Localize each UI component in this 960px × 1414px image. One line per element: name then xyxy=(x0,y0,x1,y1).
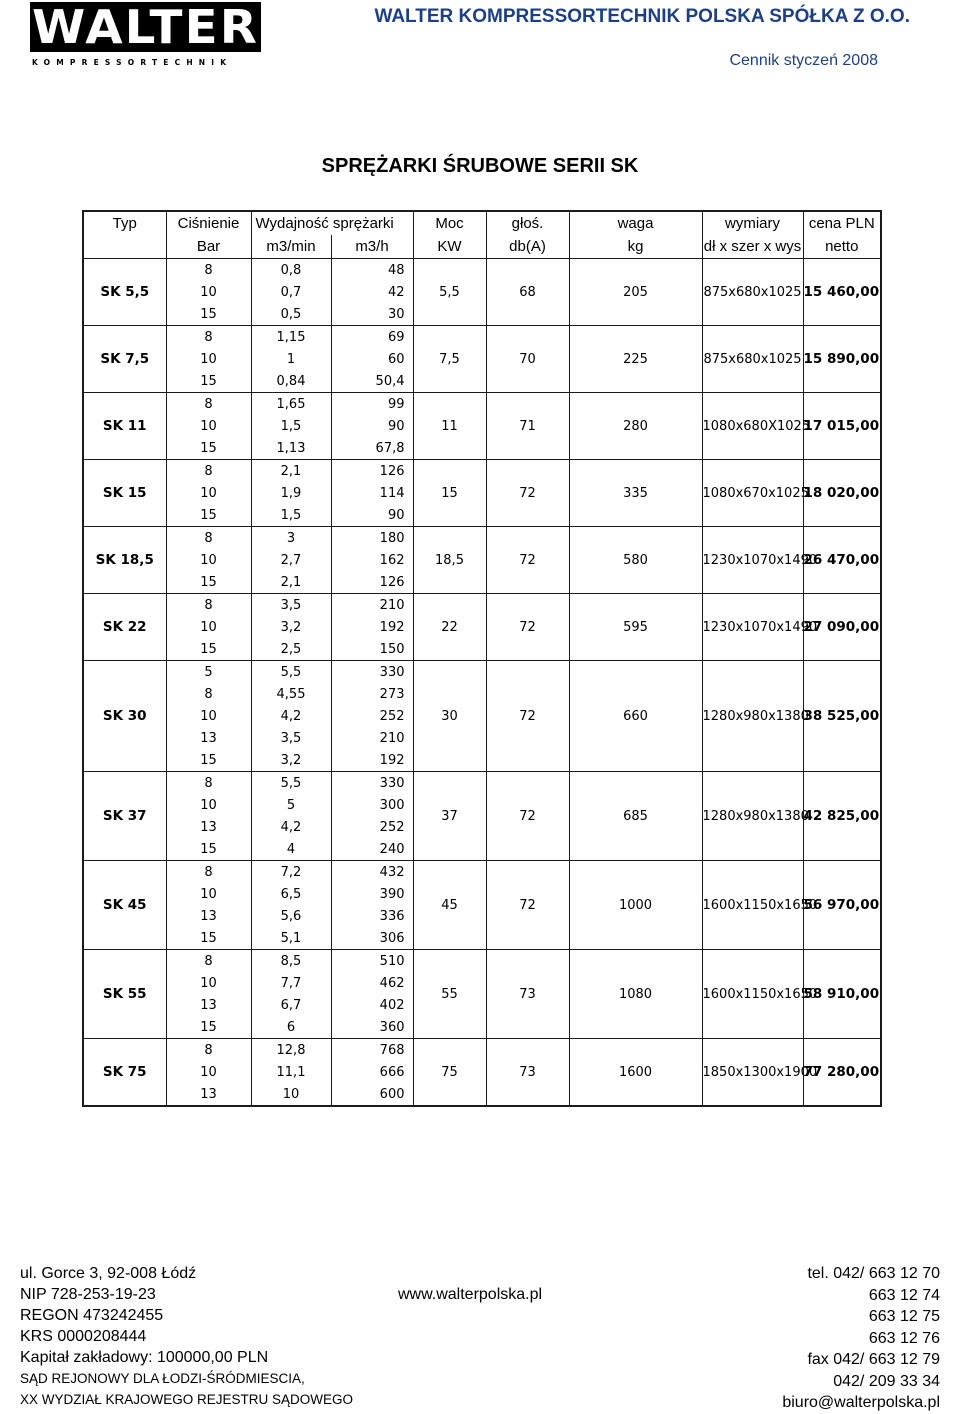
capacity-m3h-value: 192 xyxy=(331,749,413,772)
power-value: 30 xyxy=(413,661,486,772)
noise-value: 72 xyxy=(486,661,569,772)
footer-email-link[interactable]: biuro@walterpolska.pl xyxy=(782,1394,940,1411)
pressure-value: 8 xyxy=(166,1039,251,1062)
pressure-value: 8 xyxy=(166,594,251,617)
capacity-m3min-value: 11,1 xyxy=(251,1061,331,1083)
unit-netto: netto xyxy=(803,235,881,259)
weight-value: 280 xyxy=(569,393,702,460)
col-header-power: Moc xyxy=(413,211,486,235)
price-value: 42 825,00 xyxy=(803,772,881,861)
power-value: 22 xyxy=(413,594,486,661)
pressure-value: 10 xyxy=(166,705,251,727)
model-type: SK 37 xyxy=(83,772,166,861)
capacity-m3h-value: 432 xyxy=(331,861,413,884)
footer-phone-main: tel. 042/ 663 12 70 xyxy=(807,1265,940,1282)
capacity-m3h-value: 67,8 xyxy=(331,437,413,460)
pressure-value: 10 xyxy=(166,482,251,504)
model-type: SK 5,5 xyxy=(83,259,166,326)
dimensions-value: 1080x680X1025 xyxy=(702,393,803,460)
capacity-m3h-value: 69 xyxy=(331,326,413,349)
dimensions-value: 1280x980x1380 xyxy=(702,661,803,772)
model-type: SK 45 xyxy=(83,861,166,950)
unit-kg: kg xyxy=(569,235,702,259)
price-list-date: Cennik styczeń 2008 xyxy=(729,52,878,69)
capacity-m3h-value: 126 xyxy=(331,460,413,483)
pressure-value: 13 xyxy=(166,905,251,927)
power-value: 37 xyxy=(413,772,486,861)
pressure-value: 10 xyxy=(166,281,251,303)
capacity-m3min-value: 7,7 xyxy=(251,972,331,994)
capacity-m3h-value: 768 xyxy=(331,1039,413,1062)
pressure-value: 8 xyxy=(166,326,251,349)
price-value: 26 470,00 xyxy=(803,527,881,594)
col-header-capacity: Wydajność sprężarki xyxy=(251,211,413,235)
capacity-m3min-value: 1,15 xyxy=(251,326,331,349)
power-value: 5,5 xyxy=(413,259,486,326)
capacity-m3h-value: 90 xyxy=(331,504,413,527)
header-row-2 xyxy=(83,235,881,259)
capacity-m3min-value: 6,5 xyxy=(251,883,331,905)
capacity-m3min-value: 1,5 xyxy=(251,415,331,437)
pressure-value: 8 xyxy=(166,460,251,483)
table-row xyxy=(83,326,881,349)
pressure-value: 10 xyxy=(166,1061,251,1083)
noise-value: 70 xyxy=(486,326,569,393)
dimensions-value: 875x680x1025 xyxy=(702,326,803,393)
power-value: 15 xyxy=(413,460,486,527)
capacity-m3min-value: 5 xyxy=(251,794,331,816)
dimensions-value: 1600x1150x1650 xyxy=(702,950,803,1039)
table-row xyxy=(83,1039,881,1062)
pressure-value: 15 xyxy=(166,504,251,527)
pressure-value: 13 xyxy=(166,727,251,749)
pressure-value: 15 xyxy=(166,749,251,772)
pressure-value: 10 xyxy=(166,549,251,571)
pressure-value: 13 xyxy=(166,816,251,838)
noise-value: 72 xyxy=(486,460,569,527)
capacity-m3h-value: 252 xyxy=(331,705,413,727)
capacity-m3h-value: 390 xyxy=(331,883,413,905)
weight-value: 1080 xyxy=(569,950,702,1039)
price-value: 15 890,00 xyxy=(803,326,881,393)
pressure-value: 13 xyxy=(166,994,251,1016)
weight-value: 335 xyxy=(569,460,702,527)
capacity-m3min-value: 0,7 xyxy=(251,281,331,303)
col-header-weight: waga xyxy=(569,211,702,235)
noise-value: 71 xyxy=(486,393,569,460)
capacity-m3h-value: 42 xyxy=(331,281,413,303)
footer-website-link[interactable]: www.walterpolska.pl xyxy=(398,1286,543,1303)
capacity-m3min-value: 3,2 xyxy=(251,616,331,638)
footer-phone-4: 663 12 76 xyxy=(868,1329,940,1347)
table-row xyxy=(83,950,881,973)
col-header-noise: głoś. xyxy=(486,211,569,235)
weight-value: 1000 xyxy=(569,861,702,950)
footer-address xyxy=(20,1263,353,1410)
company-name: WALTER KOMPRESSORTECHNIK POLSKA SPÓŁKA Z O.O. xyxy=(374,6,910,27)
unit-dba: db(A) xyxy=(486,235,569,259)
capacity-m3h-value: 360 xyxy=(331,1016,413,1039)
capacity-m3min-value: 1,5 xyxy=(251,504,331,527)
capacity-m3min-value: 2,7 xyxy=(251,549,331,571)
footer-contact xyxy=(782,1263,940,1414)
capacity-m3min-value: 12,8 xyxy=(251,1039,331,1062)
capacity-m3h-value: 300 xyxy=(331,794,413,816)
power-value: 75 xyxy=(413,1039,486,1107)
dimensions-value: 1280x980x1380 xyxy=(702,772,803,861)
capacity-m3min-value: 3,2 xyxy=(251,749,331,772)
table-row xyxy=(83,393,881,416)
pressure-value: 10 xyxy=(166,616,251,638)
price-value: 38 525,00 xyxy=(803,661,881,772)
dimensions-value: 1850x1300x1900 xyxy=(702,1039,803,1107)
capacity-m3min-value: 3 xyxy=(251,527,331,550)
capacity-m3min-value: 4,55 xyxy=(251,683,331,705)
capacity-m3h-value: 600 xyxy=(331,1083,413,1106)
model-type: SK 55 xyxy=(83,950,166,1039)
capacity-m3min-value: 4,2 xyxy=(251,816,331,838)
weight-value: 1600 xyxy=(569,1039,702,1107)
price-value: 27 090,00 xyxy=(803,594,881,661)
capacity-m3h-value: 330 xyxy=(331,661,413,684)
capacity-m3h-value: 162 xyxy=(331,549,413,571)
pressure-value: 8 xyxy=(166,861,251,884)
weight-value: 580 xyxy=(569,527,702,594)
pressure-value: 8 xyxy=(166,950,251,973)
table-row xyxy=(83,460,881,483)
dimensions-value: 1230x1070x1490 xyxy=(702,594,803,661)
weight-value: 595 xyxy=(569,594,702,661)
power-value: 7,5 xyxy=(413,326,486,393)
header-row-1 xyxy=(83,211,881,235)
capacity-m3min-value: 0,5 xyxy=(251,303,331,326)
footer-phone-5: 042/ 209 33 34 xyxy=(833,1372,940,1390)
capacity-m3min-value: 4 xyxy=(251,838,331,861)
capacity-m3h-value: 402 xyxy=(331,994,413,1016)
capacity-m3min-value: 0,8 xyxy=(251,259,331,282)
noise-value: 73 xyxy=(486,950,569,1039)
noise-value: 72 xyxy=(486,594,569,661)
capacity-m3h-value: 30 xyxy=(331,303,413,326)
capacity-m3h-value: 50,4 xyxy=(331,370,413,393)
capacity-m3min-value: 3,5 xyxy=(251,594,331,617)
capacity-m3h-value: 48 xyxy=(331,259,413,282)
power-value: 55 xyxy=(413,950,486,1039)
logo-subtext: KOMPRESSORTECHNIK xyxy=(32,58,233,67)
col-header-pressure: Ciśnienie xyxy=(166,211,251,235)
capacity-m3min-value: 5,6 xyxy=(251,905,331,927)
capacity-m3min-value: 1,13 xyxy=(251,437,331,460)
price-value: 58 910,00 xyxy=(803,950,881,1039)
weight-value: 685 xyxy=(569,772,702,861)
pressure-value: 13 xyxy=(166,1083,251,1106)
pressure-value: 8 xyxy=(166,259,251,282)
table-row xyxy=(83,772,881,795)
capacity-m3min-value: 6,7 xyxy=(251,994,331,1016)
pressure-value: 15 xyxy=(166,638,251,661)
capacity-m3min-value: 0,84 xyxy=(251,370,331,393)
pressure-value: 5 xyxy=(166,661,251,684)
table-row xyxy=(83,661,881,684)
capacity-m3min-value: 10 xyxy=(251,1083,331,1106)
noise-value: 68 xyxy=(486,259,569,326)
pressure-value: 15 xyxy=(166,838,251,861)
capacity-m3min-value: 4,2 xyxy=(251,705,331,727)
pressure-value: 10 xyxy=(166,972,251,994)
logo-wordmark: WALTER xyxy=(30,2,261,52)
capacity-m3h-value: 60 xyxy=(331,348,413,370)
model-type: SK 30 xyxy=(83,661,166,772)
model-type: SK 15 xyxy=(83,460,166,527)
capacity-m3h-value: 210 xyxy=(331,594,413,617)
power-value: 45 xyxy=(413,861,486,950)
capacity-m3h-value: 180 xyxy=(331,527,413,550)
pressure-value: 15 xyxy=(166,571,251,594)
dimensions-value: 1080x670x1025 xyxy=(702,460,803,527)
table-row xyxy=(83,861,881,884)
capacity-m3h-value: 90 xyxy=(331,415,413,437)
pressure-value: 15 xyxy=(166,1016,251,1039)
pressure-value: 8 xyxy=(166,393,251,416)
price-value: 18 020,00 xyxy=(803,460,881,527)
capacity-m3min-value: 7,2 xyxy=(251,861,331,884)
capacity-m3min-value: 2,5 xyxy=(251,638,331,661)
footer-nip: NIP 728-253-19-23 xyxy=(20,1286,156,1303)
pressure-value: 10 xyxy=(166,348,251,370)
table-row xyxy=(83,527,881,550)
capacity-m3h-value: 150 xyxy=(331,638,413,661)
footer-register: XX WYDZIAŁ KRAJOWEGO REJESTRU SĄDOWEGO xyxy=(20,1392,354,1407)
unit-m3-min: m3/min xyxy=(251,235,331,259)
col-header-dimensions: wymiary xyxy=(702,211,803,235)
table-row xyxy=(83,259,881,282)
pressure-value: 10 xyxy=(166,883,251,905)
pressure-value: 15 xyxy=(166,437,251,460)
unit-m3-h: m3/h xyxy=(331,235,413,259)
noise-value: 73 xyxy=(486,1039,569,1107)
capacity-m3min-value: 5,5 xyxy=(251,661,331,684)
capacity-m3min-value: 8,5 xyxy=(251,950,331,973)
capacity-m3h-value: 306 xyxy=(331,927,413,950)
col-header-typ: Typ xyxy=(83,211,166,235)
dimensions-value: 1600x1150x1650 xyxy=(702,861,803,950)
company-logo xyxy=(30,0,259,72)
pressure-value: 8 xyxy=(166,527,251,550)
page-title: SPRĘŻARKI ŚRUBOWE SERII SK xyxy=(321,155,639,177)
model-type: SK 22 xyxy=(83,594,166,661)
capacity-m3min-value: 1,65 xyxy=(251,393,331,416)
price-table-body xyxy=(83,211,881,1106)
capacity-m3min-value: 2,1 xyxy=(251,460,331,483)
weight-value: 225 xyxy=(569,326,702,393)
noise-value: 72 xyxy=(486,527,569,594)
capacity-m3min-value: 5,5 xyxy=(251,772,331,795)
capacity-m3h-value: 99 xyxy=(331,393,413,416)
capacity-m3h-value: 114 xyxy=(331,482,413,504)
footer-regon: REGON 473242455 xyxy=(20,1307,164,1324)
capacity-m3h-value: 510 xyxy=(331,950,413,973)
model-type: SK 11 xyxy=(83,393,166,460)
pressure-value: 15 xyxy=(166,370,251,393)
capacity-m3h-value: 240 xyxy=(331,838,413,861)
capacity-m3h-value: 252 xyxy=(331,816,413,838)
capacity-m3h-value: 126 xyxy=(331,571,413,594)
pressure-value: 15 xyxy=(166,303,251,326)
model-type: SK 7,5 xyxy=(83,326,166,393)
footer-court: SĄD REJONOWY DLA ŁODZI-ŚRÓDMIESCIA, xyxy=(20,1371,305,1386)
unit-dimensions: dł x szer x wys xyxy=(702,235,803,259)
price-table xyxy=(82,210,882,1107)
capacity-m3h-value: 462 xyxy=(331,972,413,994)
dimensions-value: 1230x1070x1490 xyxy=(702,527,803,594)
price-value: 77 280,00 xyxy=(803,1039,881,1107)
col-header-price: cena PLN xyxy=(803,211,881,235)
price-value: 17 015,00 xyxy=(803,393,881,460)
dimensions-value: 875x680x1025 xyxy=(702,259,803,326)
power-value: 18,5 xyxy=(413,527,486,594)
capacity-m3h-value: 273 xyxy=(331,683,413,705)
capacity-m3h-value: 330 xyxy=(331,772,413,795)
table-row xyxy=(83,594,881,617)
col-header-empty xyxy=(83,235,166,259)
capacity-m3min-value: 1 xyxy=(251,348,331,370)
unit-kw: KW xyxy=(413,235,486,259)
weight-value: 205 xyxy=(569,259,702,326)
capacity-m3h-value: 210 xyxy=(331,727,413,749)
capacity-m3h-value: 336 xyxy=(331,905,413,927)
price-value: 15 460,00 xyxy=(803,259,881,326)
pressure-value: 10 xyxy=(166,415,251,437)
price-value: 56 970,00 xyxy=(803,861,881,950)
unit-bar: Bar xyxy=(166,235,251,259)
capacity-m3h-value: 192 xyxy=(331,616,413,638)
capacity-m3min-value: 1,9 xyxy=(251,482,331,504)
footer-capital: Kapitał zakładowy: 100000,00 PLN xyxy=(20,1349,269,1366)
noise-value: 72 xyxy=(486,861,569,950)
footer-phone-3: 663 12 75 xyxy=(868,1308,940,1325)
noise-value: 72 xyxy=(486,772,569,861)
model-type: SK 18,5 xyxy=(83,527,166,594)
pressure-value: 15 xyxy=(166,927,251,950)
footer-fax: fax 042/ 663 12 79 xyxy=(807,1351,940,1368)
capacity-m3min-value: 6 xyxy=(251,1016,331,1039)
model-type: SK 75 xyxy=(83,1039,166,1107)
footer-address-line: ul. Gorce 3, 92-008 Łódź xyxy=(20,1265,197,1282)
pressure-value: 8 xyxy=(166,772,251,795)
weight-value: 660 xyxy=(569,661,702,772)
footer-phone-2: 663 12 74 xyxy=(868,1286,940,1304)
pressure-value: 10 xyxy=(166,794,251,816)
footer-krs: KRS 0000208444 xyxy=(20,1328,147,1345)
capacity-m3min-value: 5,1 xyxy=(251,927,331,950)
capacity-m3min-value: 3,5 xyxy=(251,727,331,749)
capacity-m3min-value: 2,1 xyxy=(251,571,331,594)
capacity-m3h-value: 666 xyxy=(331,1061,413,1083)
power-value: 11 xyxy=(413,393,486,460)
pressure-value: 8 xyxy=(166,683,251,705)
